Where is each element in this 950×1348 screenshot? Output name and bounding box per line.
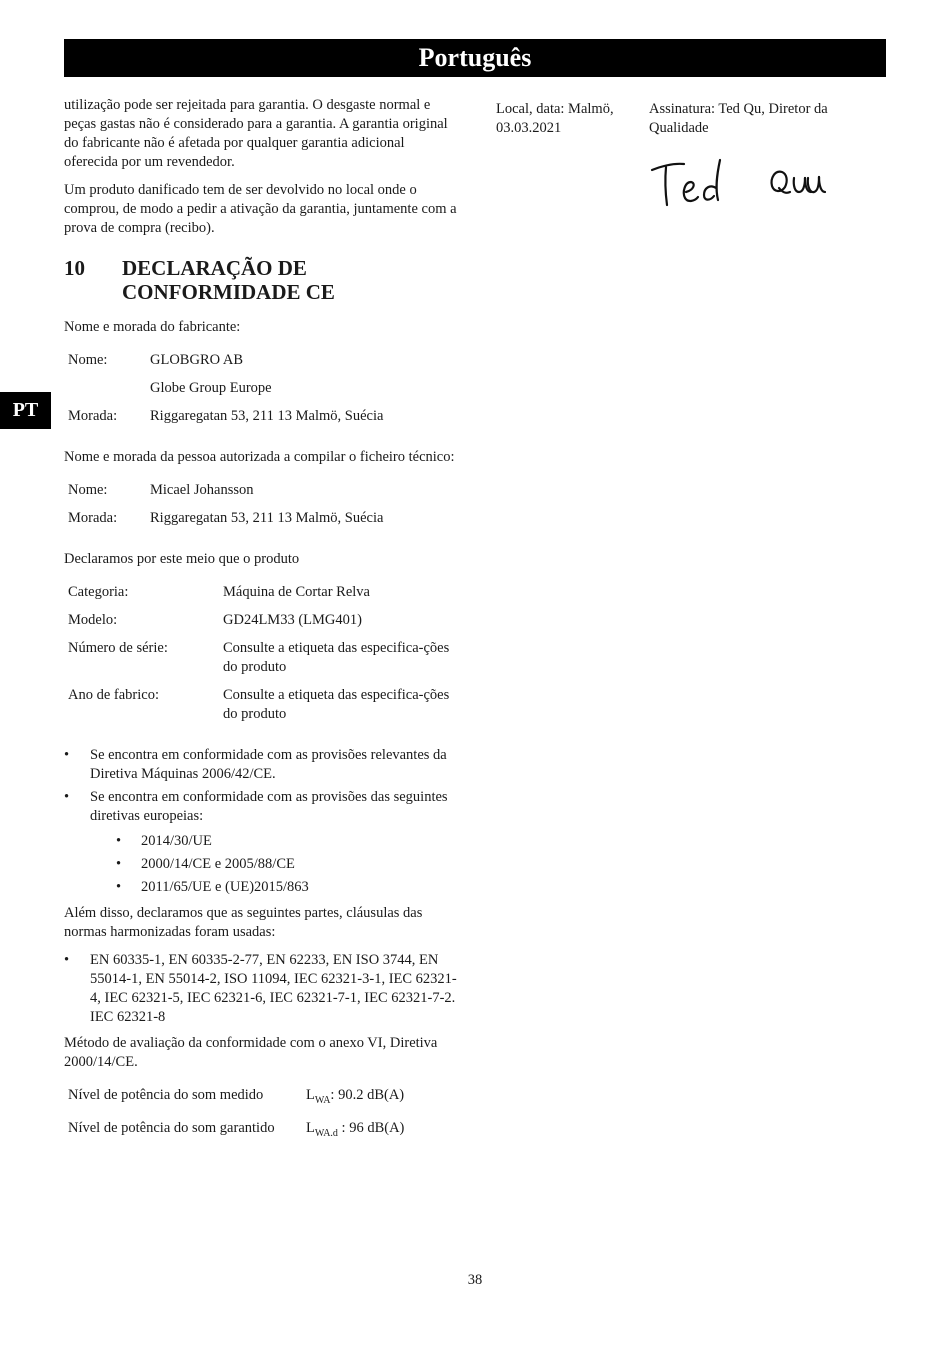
table-row (64, 639, 459, 677)
page-header (64, 39, 886, 77)
sound-symbol: L (306, 1087, 315, 1103)
sound-subscript: WA.d (314, 1127, 338, 1139)
intro-paragraph-2: Um produto danificado tem de ser devolvido no local onde o comprou, de modo a pedir a ativação da garantia, juntamente com a prova de compra (recibo). (64, 182, 457, 236)
sound-symbol: L (306, 1119, 315, 1136)
signature-label: Assinatura: Ted Qu, Diretor da Qualidade (649, 101, 828, 136)
sound-subscript: WA (314, 1094, 331, 1106)
row-key: Número de série: (68, 640, 168, 656)
table-row (64, 351, 459, 370)
table-row (64, 611, 459, 630)
list-item: • 2014/30/UE (116, 832, 459, 851)
table-row (64, 1086, 459, 1110)
list-item: • 2000/14/CE e 2005/88/CE (116, 855, 459, 874)
list-item: • 2011/65/UE e (UE)2015/863 (116, 878, 459, 897)
conformity-list (64, 746, 459, 897)
row-value (306, 1086, 404, 1110)
manufacturer-intro: Nome e morada do fabricante: (64, 319, 241, 335)
table-row (64, 481, 459, 500)
page-number: 38 (467, 1272, 483, 1288)
authorized-table (64, 481, 459, 528)
list-item-text: Se encontra em conformidade com as provisões das seguintes diretivas europeias: (90, 789, 448, 824)
list-item: • Se encontra em conformidade com as provisões relevantes da Diretiva Máquinas 2006/42/CE. (64, 746, 459, 784)
language-tab (0, 392, 51, 429)
handwritten-signature (648, 150, 828, 212)
method-paragraph: Método de avaliação da conformidade com o anexo VI, Diretiva 2000/14/CE. (64, 1035, 438, 1070)
table-row (64, 1119, 459, 1143)
standards-list (64, 951, 459, 1027)
table-row (64, 407, 459, 426)
row-value: Riggaregatan 53, 211 13 Malmö, Suécia (150, 510, 384, 526)
row-value: Consulte a etiqueta das especifica-ções do produto (223, 640, 450, 675)
row-key: Ano de fabrico: (68, 687, 159, 703)
row-key: Nível de potência do som garantido (68, 1119, 275, 1136)
row-value (306, 1119, 404, 1143)
directive-list (90, 832, 459, 897)
sound-value: : 96 dB(A) (337, 1119, 405, 1136)
product-intro: Declaramos por este meio que o produto (64, 551, 300, 567)
row-value: Consulte a etiqueta das especifica-ções do produto (223, 687, 450, 722)
language-tab-label: PT (12, 399, 39, 421)
row-key (68, 379, 150, 398)
standards-intro: Além disso, declaramos que as seguintes partes, cláusulas das normas harmonizadas foram usadas: (64, 905, 423, 940)
list-item: • EN 60335-1, EN 60335-2-77, EN 62233, EN ISO 3744, EN 55014-1, EN 55014-2, ISO 11094, IEC 62321-3-1, IEC 62321-4, IEC 62321-5, IEC 62321-6, IEC 62321-7-1, IEC 62321-7-2. IEC 62321-8 (64, 951, 459, 1027)
table-row (64, 379, 459, 398)
row-key: Nome: (68, 352, 108, 368)
manufacturer-table (64, 351, 459, 426)
place-date: Local, data: Malmö, 03.03.2021 (496, 101, 614, 136)
row-key: Nome: (68, 482, 108, 498)
row-key: Nível de potência do som medido (68, 1087, 264, 1103)
section-title: DECLARAÇÃO DE CONFORMIDADE CE (122, 256, 335, 304)
row-key: Morada: (68, 408, 118, 424)
row-value: Riggaregatan 53, 211 13 Malmö, Suécia (150, 408, 384, 424)
row-value: Micael Johansson (150, 482, 254, 498)
intro-paragraph-1: utilização pode ser rejeitada para garantia. O desgaste normal e peças gastas não é considerado para a garantia. A garantia original do fabricante não é afetada por qualquer garantia adicional oferecida por um revendedor. (64, 97, 448, 170)
row-value: GD24LM33 (LMG401) (223, 612, 362, 628)
product-table (64, 583, 459, 724)
list-item (64, 788, 459, 897)
table-row (64, 509, 459, 528)
authorized-intro: Nome e morada da pessoa autorizada a compilar o ficheiro técnico: (64, 449, 455, 465)
table-row (64, 686, 459, 724)
row-key: Modelo: (68, 612, 118, 628)
row-key: Categoria: (68, 584, 129, 600)
section-number: 10 (64, 256, 85, 280)
row-key: Morada: (68, 510, 118, 526)
section-heading (64, 256, 459, 304)
row-value: GLOBGRO AB (150, 352, 244, 368)
sound-table (64, 1086, 459, 1143)
left-column (64, 96, 459, 1152)
table-row (64, 583, 459, 602)
row-value: Globe Group Europe (150, 380, 272, 396)
header-title: Português (418, 43, 532, 72)
sound-value: : 90.2 dB(A) (330, 1087, 405, 1103)
row-value: Máquina de Cortar Relva (223, 584, 370, 600)
